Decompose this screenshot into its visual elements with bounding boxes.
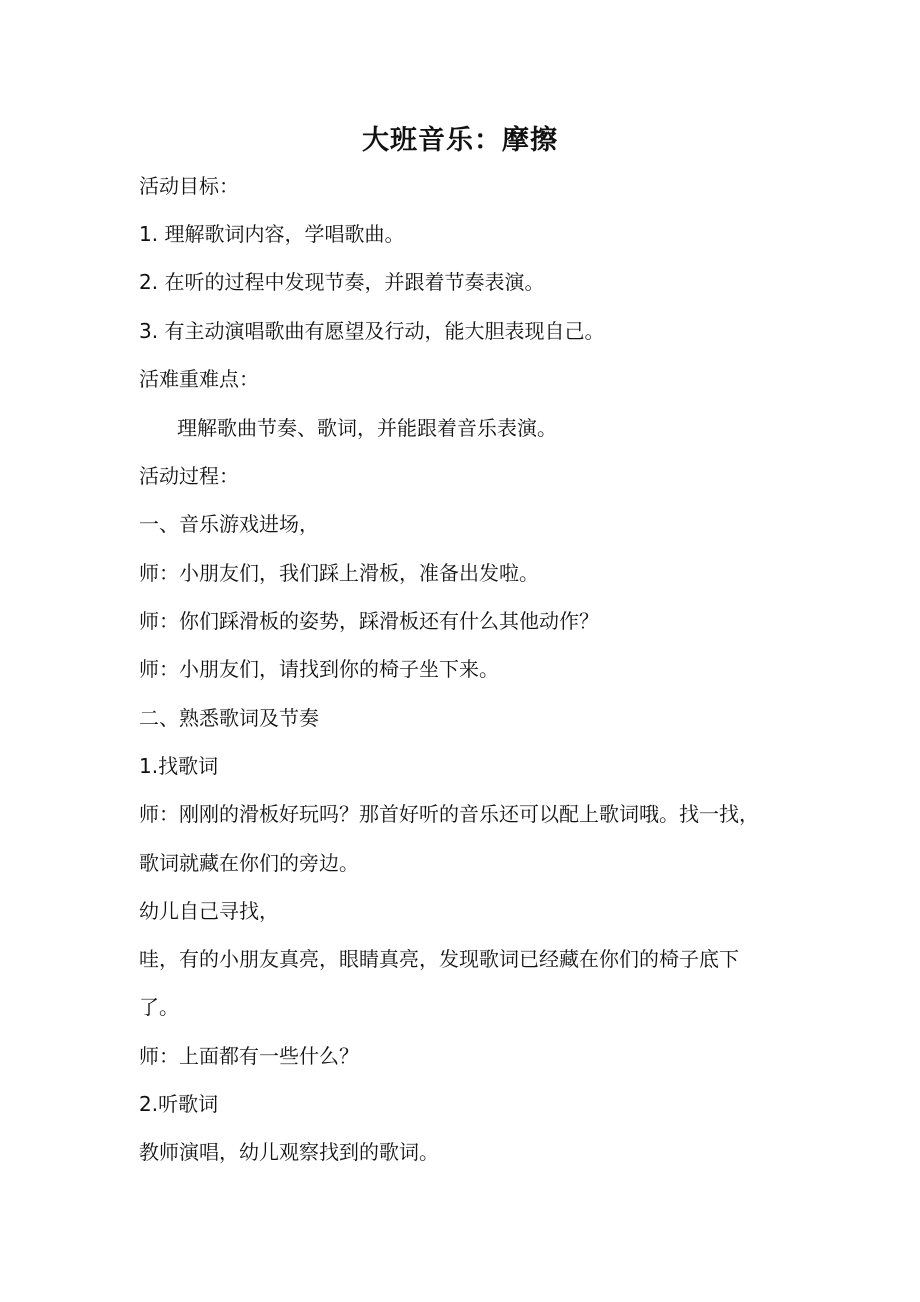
- key-points-text: 理解歌曲节奏、歌词，并能跟着音乐表演。: [177, 416, 557, 440]
- section-heading-key-points: 活难重难点：: [139, 367, 259, 391]
- paragraph-line: 教师演唱，幼儿观察找到的歌词。: [139, 1140, 439, 1164]
- sub-step-listen-lyrics: 2.听歌词: [139, 1092, 219, 1116]
- section-heading-objectives: 活动目标：: [139, 174, 239, 198]
- objective-item-3: 3. 有主动演唱歌曲有愿望及行动，能大胆表现自己。: [139, 319, 605, 343]
- document-title: 大班音乐：摩擦: [362, 125, 558, 156]
- paragraph-line: 哇，有的小朋友真亮，眼睛真亮，发现歌词已经藏在你们的椅子底下: [139, 947, 739, 971]
- paragraph-line: 歌词就藏在你们的旁边。: [139, 851, 359, 875]
- paragraph-line: 了。: [139, 995, 179, 1019]
- process-step-1-heading: 一、音乐游戏进场，: [139, 512, 319, 536]
- paragraph-line: 师：你们踩滑板的姿势，踩滑板还有什么其他动作？: [139, 609, 599, 633]
- paragraph-line: 师：小朋友们，我们踩上滑板，准备出发啦。: [139, 561, 539, 585]
- paragraph-line: 师：上面都有一些什么？: [139, 1044, 359, 1068]
- objective-item-2: 2. 在听的过程中发现节奏，并跟着节奏表演。: [139, 270, 545, 294]
- section-heading-process: 活动过程：: [139, 464, 239, 488]
- paragraph-line: 幼儿自己寻找，: [139, 899, 279, 923]
- objective-item-1: 1. 理解歌词内容，学唱歌曲。: [139, 222, 405, 246]
- paragraph-line: 师：小朋友们，请找到你的椅子坐下来。: [139, 657, 499, 681]
- paragraph-line: 师：刚刚的滑板好玩吗？那首好听的音乐还可以配上歌词哦。找一找，: [139, 802, 759, 826]
- process-step-2-heading: 二、熟悉歌词及节奏: [139, 706, 319, 730]
- sub-step-find-lyrics: 1.找歌词: [139, 754, 219, 778]
